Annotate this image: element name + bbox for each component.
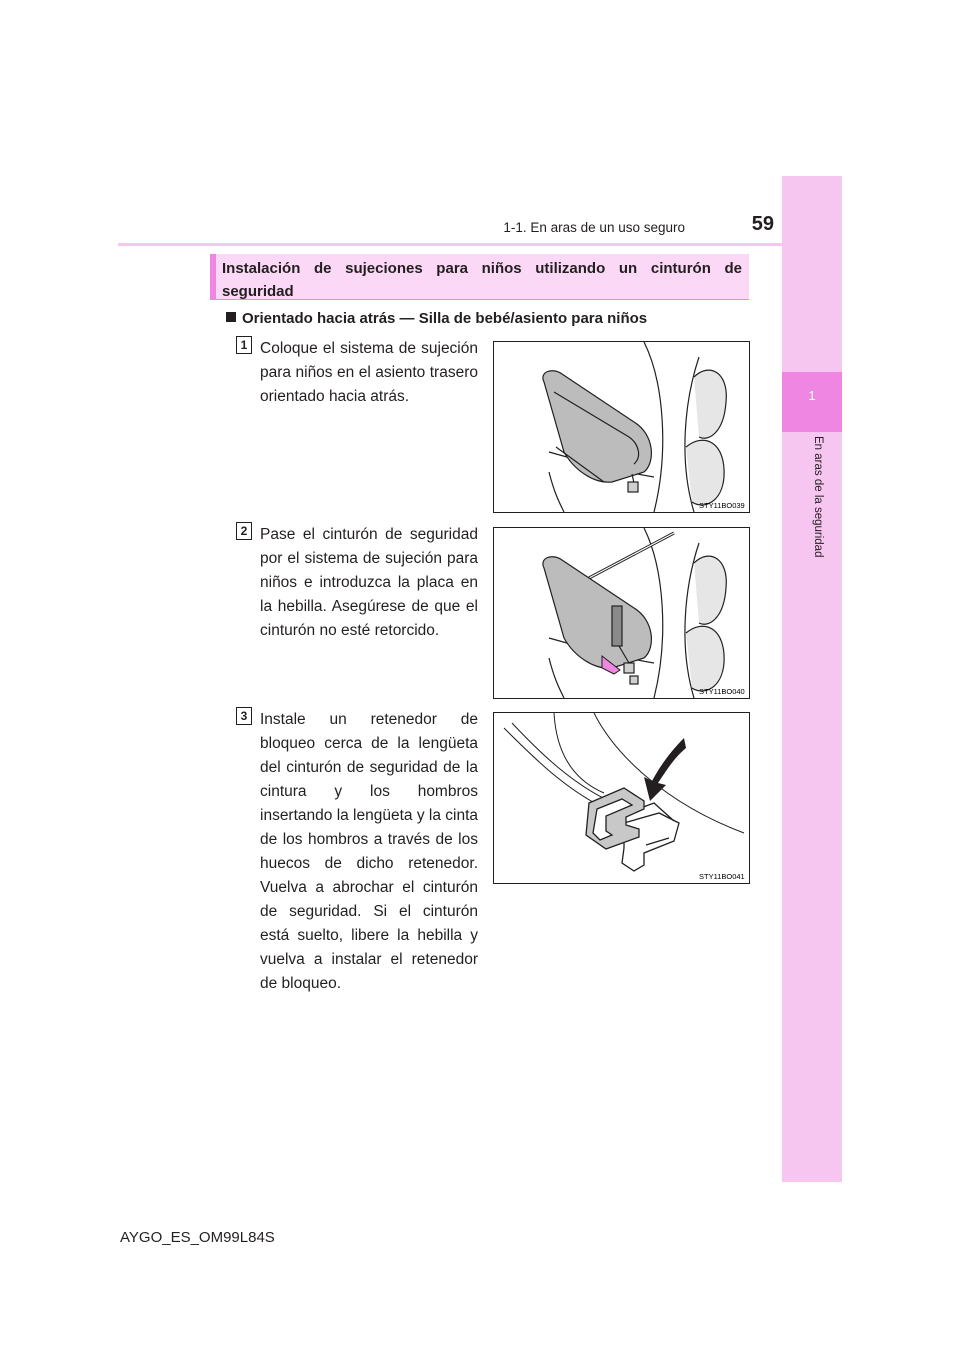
subheading-text: Orientado hacia atrás — Silla de bebé/asiento para niños <box>242 310 648 327</box>
chapter-label: En aras de la seguridad <box>812 436 824 558</box>
section-title: 1-1. En aras de un uso seguro <box>503 220 685 235</box>
section-heading: Instalación de sujeciones para niños utilizando un cinturón de seguridad <box>222 260 742 300</box>
chapter-side-tab <box>782 176 842 1182</box>
figure-code-3: STY11BO041 <box>699 872 745 881</box>
header-divider <box>118 243 842 246</box>
figure-locking-clip <box>493 712 750 884</box>
figure-infant-seat-placed <box>493 341 750 513</box>
step-text-3: Instale un retenedor de bloqueo cerca de la lengüeta del cinturón de seguridad de la cintura y los hombros insertando la lengüeta y la cinta de los hombros a través de los huecos de dicho retenedor. Vuelva a abrochar el cinturón de seguridad. Si el cinturón está suelto, libere la hebilla y vuelva a instalar el retenedor de bloqueo. <box>260 711 479 992</box>
infant-seat-illustration <box>494 342 749 512</box>
step-text-1: Coloque el sistema de sujeción para niños en el asiento trasero orientado hacia atrás. <box>260 340 478 405</box>
chapter-number: 1 <box>808 388 816 403</box>
figure-code-2: STY11BO040 <box>699 687 745 696</box>
figure-belt-routed <box>493 527 750 699</box>
document-code: AYGO_ES_OM99L84S <box>120 1229 275 1246</box>
step-text-2: Pase el cinturón de seguridad por el sistema de sujeción para niños e introduzca la placa en la hebilla. Asegúrese de que el cinturón no esté retorcido. <box>260 526 478 639</box>
figure-code-1: STY11BO039 <box>699 501 745 510</box>
belt-routing-illustration <box>494 528 749 698</box>
subheading <box>226 310 647 327</box>
locking-clip-illustration <box>494 713 749 885</box>
square-bullet-icon <box>226 312 236 322</box>
step-number-3: 3 <box>236 707 252 725</box>
step-number-2: 2 <box>236 522 252 540</box>
page-number: 59 <box>751 213 774 235</box>
step-number-1: 1 <box>236 336 252 354</box>
